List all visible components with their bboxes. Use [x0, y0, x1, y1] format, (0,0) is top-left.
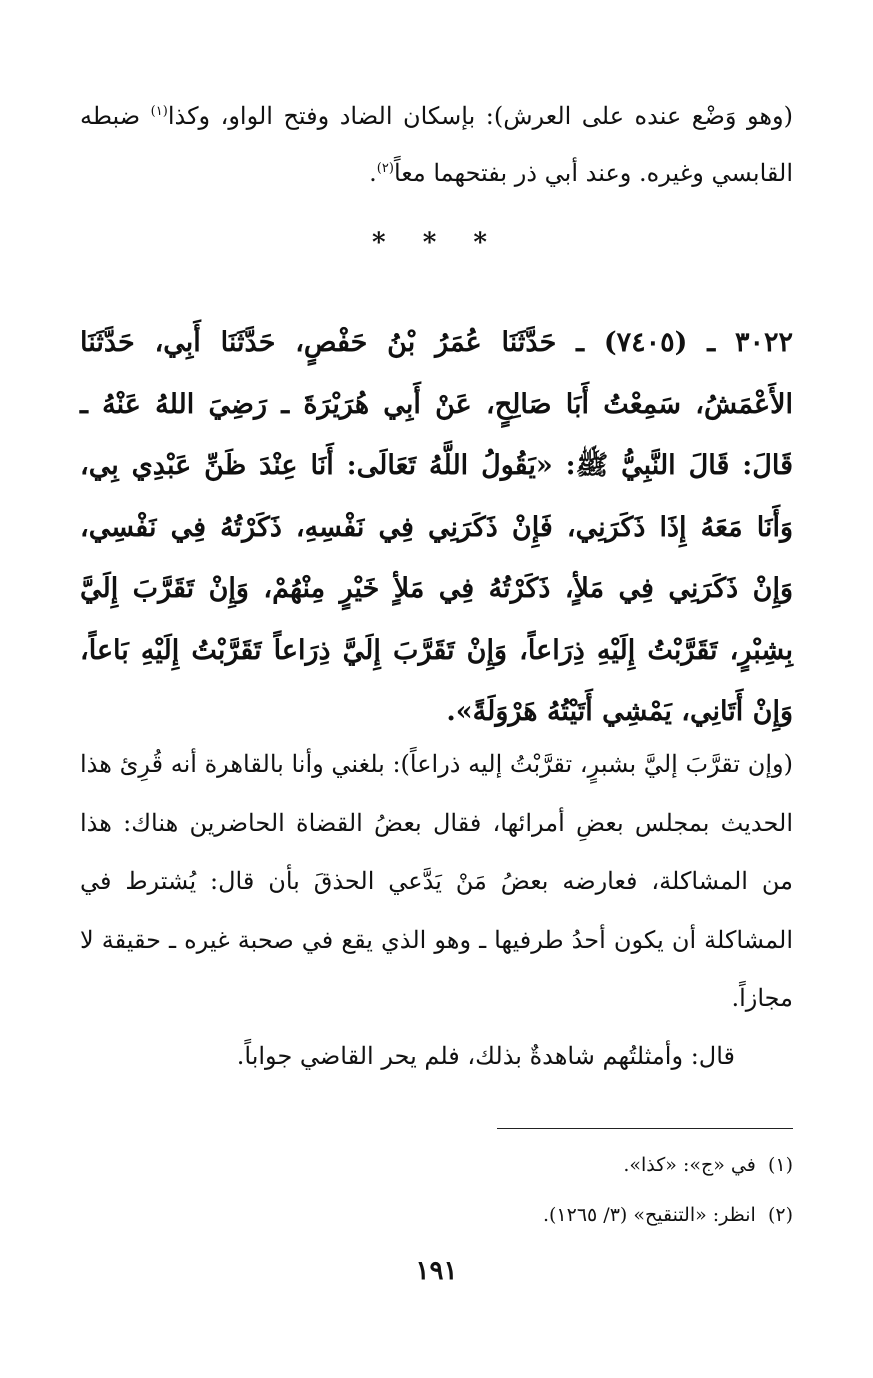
intro-paragraph: [80, 88, 793, 202]
footnote-separator: [497, 1128, 793, 1129]
hadith-paragraph: ٣٠٢٢ ـ (٧٤٠٥) ـ حَدَّثَنَا عُمَرُ بْنُ حَفْصٍ، حَدَّثَنَا أَبِي، حَدَّثَنَا الأَعْمَشُ، سَمِعْتُ أَبَا صَالِحٍ، عَنْ أَبِي هُرَيْرَةَ ـ رَضِيَ اللهُ عَنْهُ ـ قَالَ: قَالَ النَّبِيُّ ﷺ: «يَقُولُ اللَّهُ تَعَالَى: أَنَا عِنْدَ ظَنِّ عَبْدِي بِي، وَأَنَا مَعَهُ إِذَا ذَكَرَنِي، فَإِنْ ذَكَرَنِي فِي نَفْسِهِ، ذَكَرْتُهُ فِي نَفْسِي، وَإِنْ ذَكَرَنِي فِي مَلأٍ، ذَكَرْتُهُ فِي مَلأٍ خَيْرٍ مِنْهُمْ، وَإِنْ تَقَرَّبَ إِلَيَّ بِشِبْرٍ، تَقَرَّبْتُ إِلَيْهِ ذِرَاعاً، وَإِنْ تَقَرَّبَ إِلَيَّ ذِرَاعاً تَقَرَّبْتُ إِلَيْهِ بَاعاً، وَإِنْ أَتَانِي، يَمْشِي أَتَيْتُهُ هَرْوَلَةً».: [80, 327, 793, 727]
footnote-marker: (١): [767, 1154, 793, 1176]
closing-paragraph: قال: وأمثلتُهم شاهدةٌ بذلك، فلم يحر القاضي جواباً.: [236, 1042, 735, 1070]
page-number: ١٩١: [415, 1256, 458, 1286]
intro-text: (وهو وَضْع عنده على العرش): بإسكان الضاد وفتح الواو، وكذا: [167, 102, 793, 130]
footnote-1: [80, 1140, 793, 1190]
footnotes-list: [80, 1140, 793, 1240]
footnote-marker: (٢): [767, 1204, 793, 1226]
footnote-ref-1: (١): [150, 104, 168, 119]
intro-text-continued: ضبطه القابسي وغيره. وعند أبي ذر بفتحهما معاً: [80, 102, 793, 187]
footnote-text: في «ج»: «كذا».: [623, 1154, 756, 1176]
intro-text-end: .: [369, 159, 377, 187]
footnote-2: [80, 1190, 793, 1240]
book-page: [80, 0, 793, 1378]
commentary-paragraph: (وإن تقرَّبَ إليَّ بشبرٍ، تقرَّبْتُ إليه ذراعاً): بلغني وأنا بالقاهرة أنه قُرِئ هذا الحديث بمجلس بعضِ أمرائها، فقال بعضُ القضاة الحاضرين هناك: هذا من المشاكلة، فعارضه بعضُ مَنْ يَدَّعي الحذقَ بأن قال: يُشترط في المشاكلة أن يكون أحدُ طرفيها ـ وهو الذي يقع في صحبة غيره ـ حقيقة لا مجازاً.: [80, 750, 793, 1012]
footnote-text: انظر: «التنقيح» (٣/ ١٢٦٥).: [542, 1204, 756, 1226]
footnote-ref-2: (٢): [376, 161, 394, 176]
section-divider: * * *: [372, 228, 501, 258]
